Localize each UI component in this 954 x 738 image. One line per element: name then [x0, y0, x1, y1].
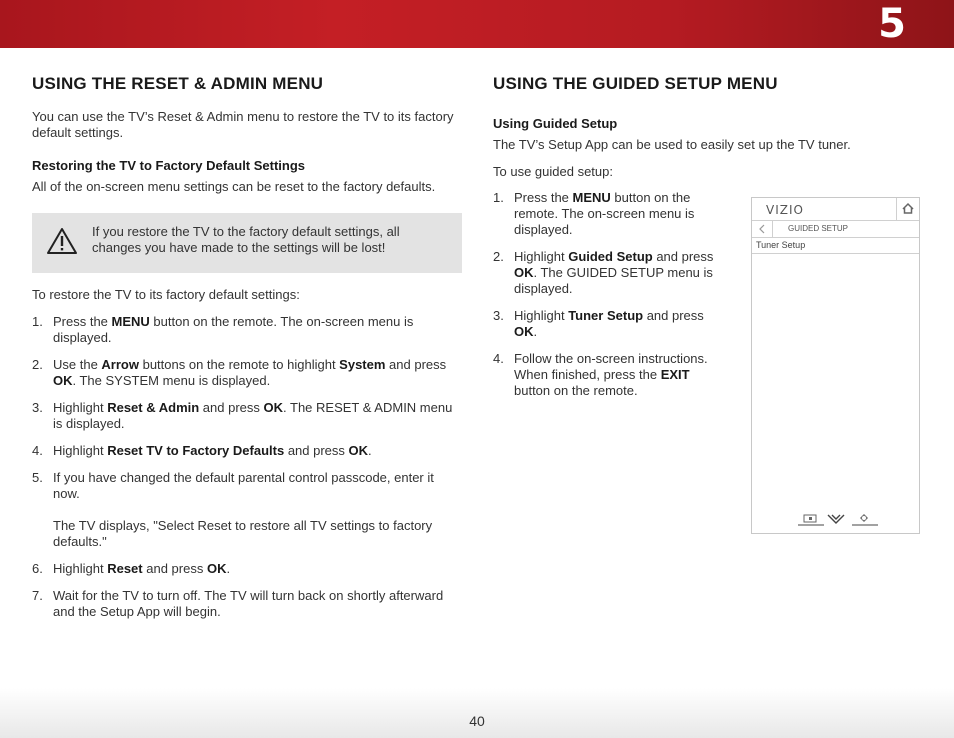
step-text: and press	[199, 400, 264, 415]
step-keyword: Tuner Setup	[568, 308, 644, 323]
header-bar	[0, 0, 954, 48]
step-item	[493, 190, 719, 238]
step-text: Press the	[514, 190, 573, 205]
step-item	[32, 443, 462, 459]
step-keyword: OK	[514, 324, 534, 339]
guided-setup-intro: The TV’s Setup App can be used to easily set up the TV tuner.	[493, 137, 851, 152]
reset-admin-intro: You can use the TV’s Reset & Admin menu to restore the TV to its factory default settings.	[32, 109, 454, 140]
tv-vizio-v-icon	[828, 515, 844, 523]
tv-home-icon	[896, 198, 919, 220]
guided-setup-heading: USING THE GUIDED SETUP MENU	[493, 74, 778, 93]
step-text: and press	[385, 357, 447, 372]
page-number: 40	[469, 713, 485, 729]
step-keyword: MENU	[111, 314, 150, 329]
step-number: 4.	[493, 351, 504, 366]
step-text: Highlight	[514, 308, 569, 323]
step-text: button on the remote.	[514, 383, 638, 398]
step-text: button on the remote. The on-screen menu is displayed.	[53, 314, 414, 345]
step-item	[32, 470, 462, 550]
step-keyword: Reset TV to Factory Defaults	[107, 443, 285, 458]
step-text: .	[368, 443, 372, 458]
step-keyword: MENU	[572, 190, 611, 205]
step-keyword: OK	[53, 373, 73, 388]
step-item	[32, 400, 462, 432]
step-number: 3.	[493, 308, 504, 323]
step-item	[493, 249, 719, 297]
tv-menu-item-label: Tuner Setup	[756, 240, 806, 250]
warning-icon	[46, 227, 78, 255]
step-number: 6.	[32, 561, 43, 576]
tv-back-icon	[752, 221, 773, 237]
chapter-number: 5	[878, 1, 906, 47]
step-keyword: OK	[348, 443, 369, 458]
step-text: Highlight	[53, 561, 108, 576]
step-number: 1.	[493, 190, 504, 205]
step-item	[32, 314, 462, 346]
step-text: Follow the on-screen instructions. When finished, press the	[514, 351, 708, 382]
reset-admin-heading: USING THE RESET & ADMIN MENU	[32, 74, 324, 93]
step-keyword: Reset & Admin	[107, 400, 200, 415]
step-keyword: EXIT	[660, 367, 690, 382]
step-keyword: Arrow	[101, 357, 139, 372]
step-text: buttons on the remote to highlight	[138, 357, 340, 372]
step-number: 3.	[32, 400, 43, 415]
step-item	[32, 588, 462, 620]
tv-menu-item	[752, 238, 919, 254]
step-text: Highlight	[53, 443, 108, 458]
tv-settings-icon	[852, 514, 878, 525]
step-text: Press the	[53, 314, 112, 329]
step-text: . The SYSTEM menu is displayed.	[72, 373, 271, 388]
step-text: and press	[284, 443, 349, 458]
tv-top-bar	[752, 198, 919, 221]
step-keyword: OK	[263, 400, 284, 415]
tv-nav-bar	[752, 221, 919, 238]
step-number: 1.	[32, 314, 43, 329]
step-text: . The RESET & ADMIN menu is displayed.	[53, 400, 453, 431]
reset-admin-section	[32, 72, 462, 620]
step-item	[493, 308, 719, 340]
step-text: Use the	[53, 357, 102, 372]
step-number: 4.	[32, 443, 43, 458]
step-text: . The GUIDED SETUP menu is displayed.	[514, 265, 713, 296]
step-text: button on the remote. The on-screen menu is displayed.	[514, 190, 695, 237]
restore-subheading: Restoring the TV to Factory Default Settings	[32, 158, 306, 173]
step-text: Highlight	[514, 249, 569, 264]
guided-setup-subheading: Using Guided Setup	[493, 116, 618, 131]
step-number: 2.	[32, 357, 43, 372]
tv-menu-title: GUIDED SETUP	[788, 224, 849, 233]
step-keyword: Guided Setup	[568, 249, 653, 264]
step-text: and press	[652, 249, 714, 264]
step-keyword: OK	[514, 265, 534, 280]
step-keyword: Reset	[107, 561, 143, 576]
restore-text: All of the on-screen menu settings can be reset to the factory defaults.	[32, 179, 436, 194]
step-text: .	[226, 561, 231, 576]
step-text: If you have changed the default parental control passcode, enter it now.	[53, 470, 434, 501]
step-text: Highlight	[53, 400, 108, 415]
step-number: 2.	[493, 249, 504, 264]
warning-text: If you restore the TV to the factory default settings, all changes you have made to the settings will be lost!	[92, 224, 400, 255]
restore-steps-list	[32, 314, 462, 620]
step-keyword: OK	[206, 561, 227, 576]
vizio-logo: VIZIO	[766, 203, 804, 217]
step-text: Wait for the TV to turn off. The TV will turn back on shortly afterward and the Setup App will begin.	[53, 588, 444, 619]
step-note: The TV displays, "Select Reset to restore all TV settings to factory defaults."	[53, 518, 433, 549]
restore-steps-intro: To restore the TV to its factory default settings:	[32, 287, 300, 302]
step-item	[32, 561, 462, 577]
warning-box	[32, 213, 462, 273]
step-item	[32, 357, 462, 389]
step-item	[493, 351, 719, 399]
step-text: and press	[643, 308, 704, 323]
step-number: 5.	[32, 470, 43, 485]
tv-input-icon	[798, 515, 824, 525]
tv-menu-screenshot	[751, 197, 920, 534]
step-number: 7.	[32, 588, 43, 603]
step-keyword: System	[339, 357, 386, 372]
step-text: and press	[142, 561, 207, 576]
step-text: .	[533, 324, 538, 339]
guided-setup-steps-intro: To use guided setup:	[493, 164, 613, 179]
tv-bottom-icons	[796, 512, 880, 526]
